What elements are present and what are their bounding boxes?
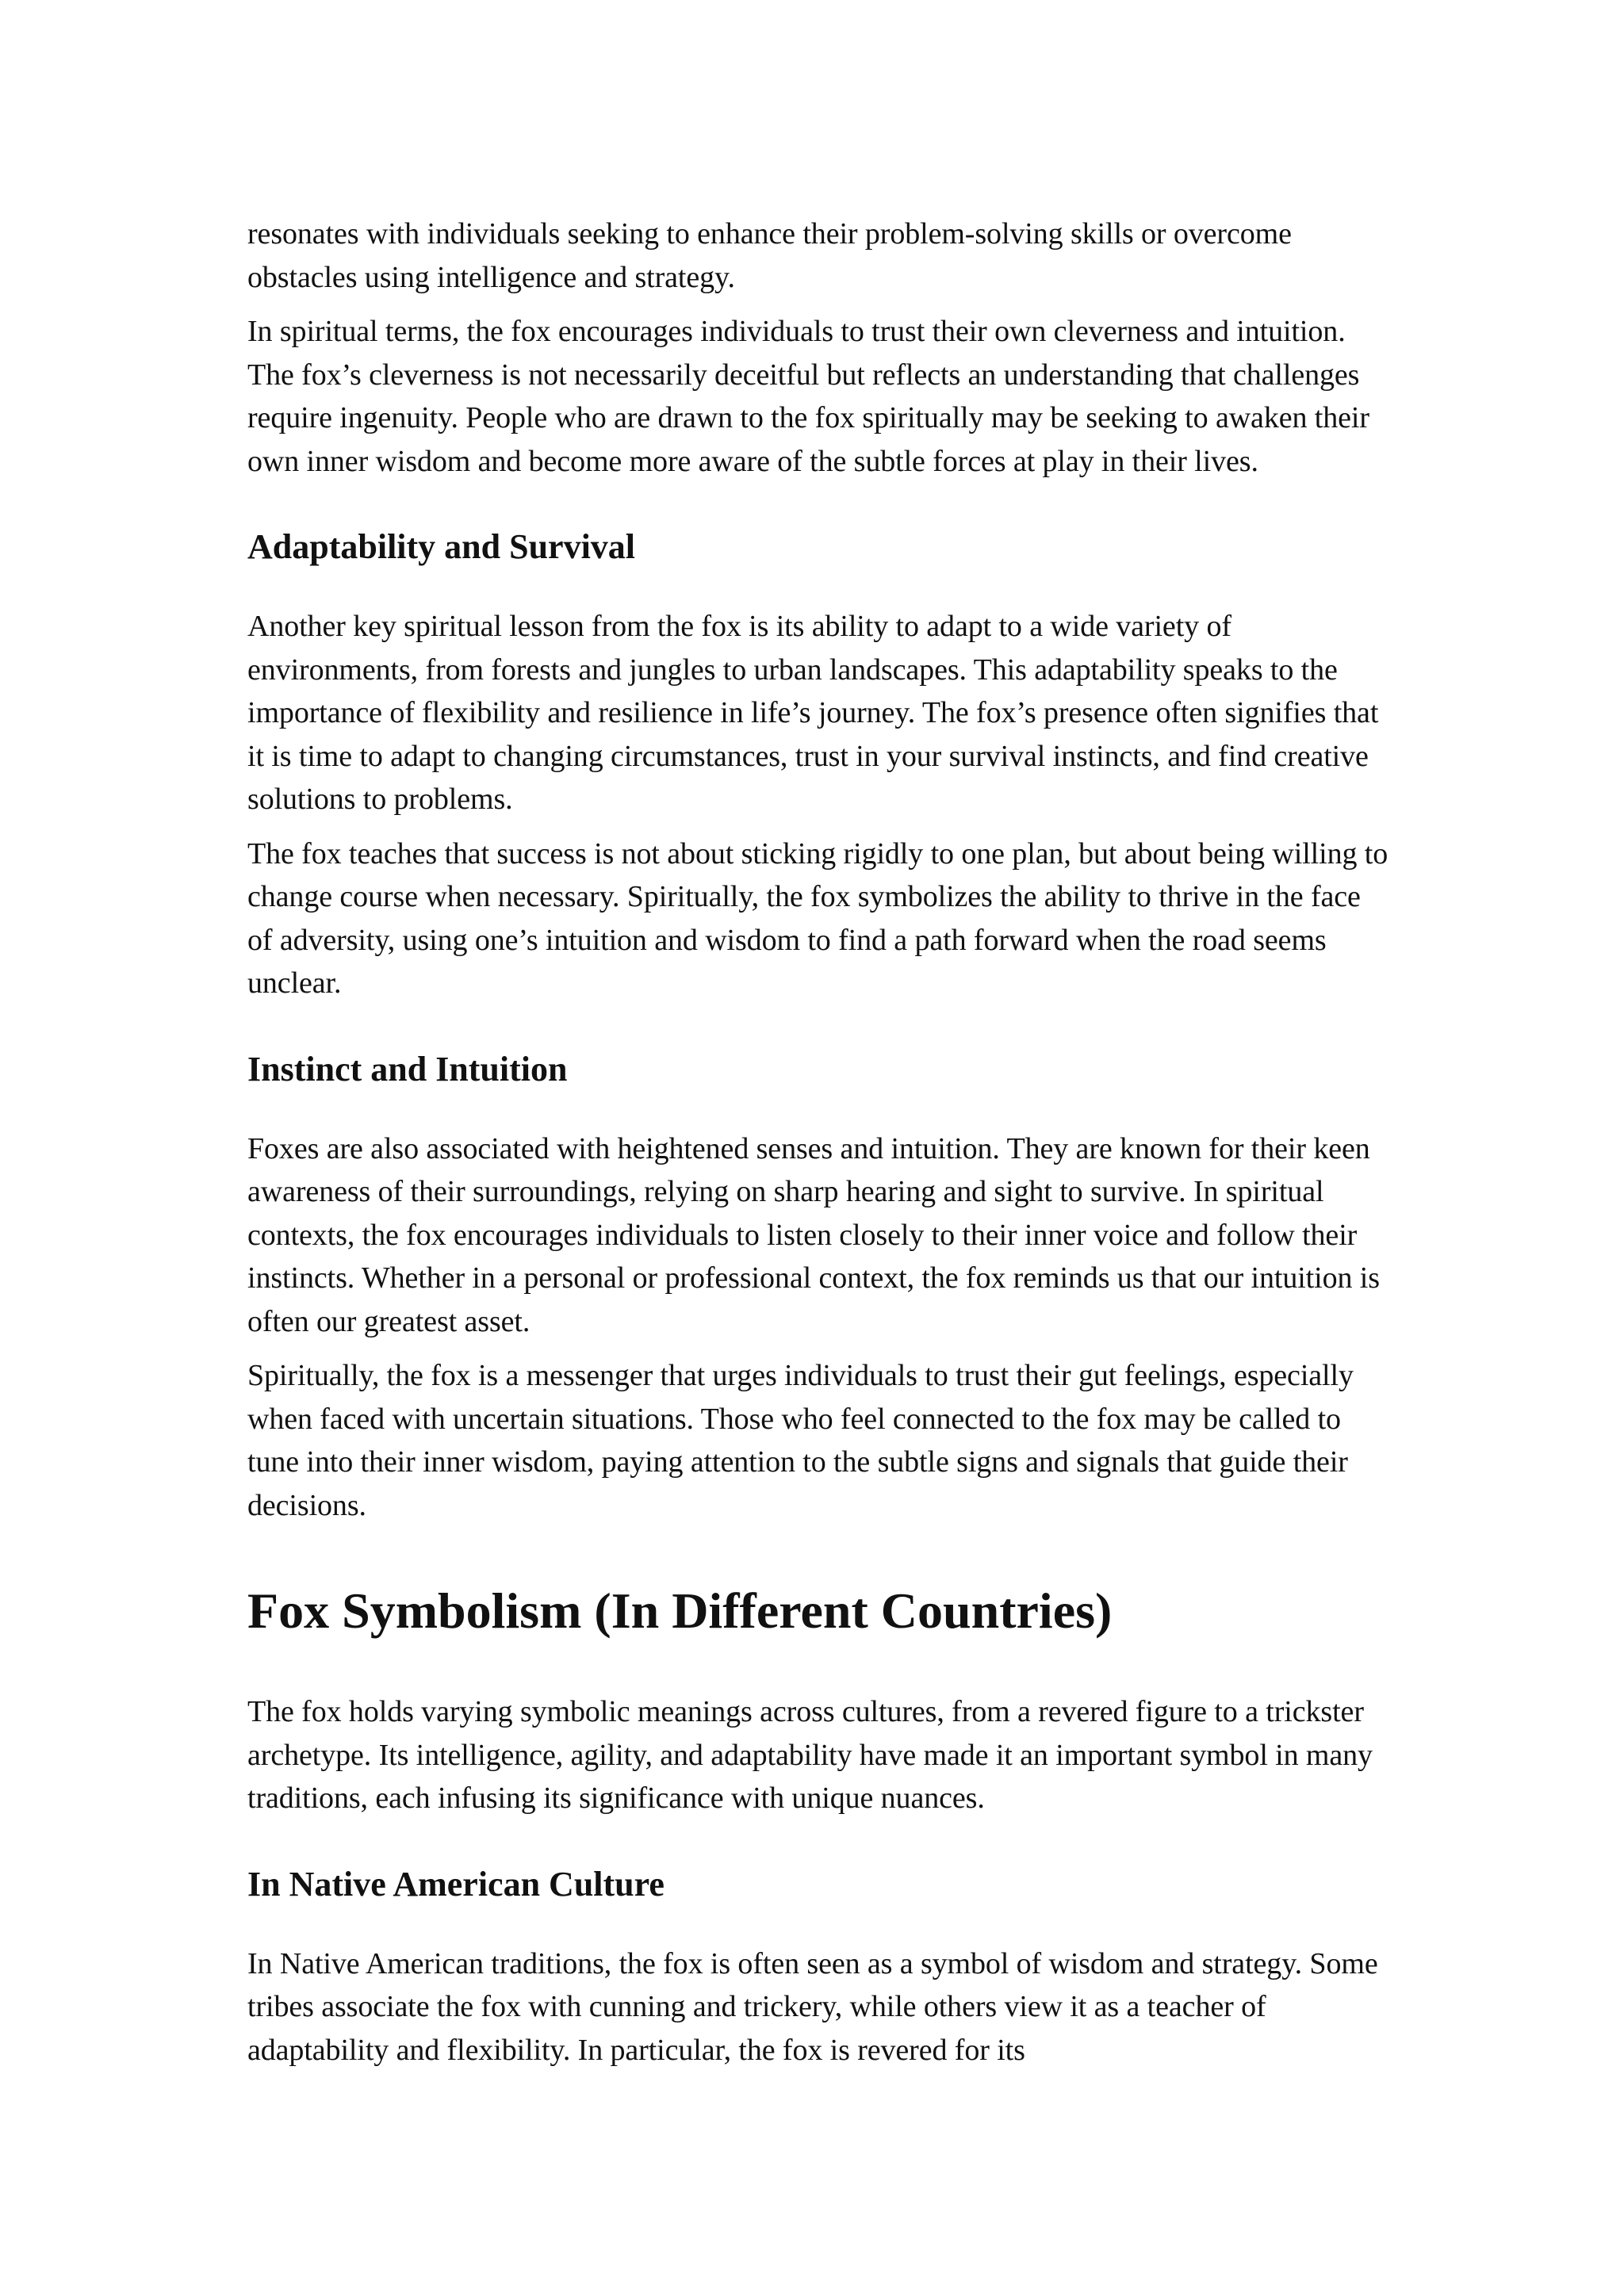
adaptability-paragraph-1: Another key spiritual lesson from the fox is its ability to adapt to a wide variety of environments, from forests and jungles to urban landscapes. This adaptability speaks to the importance of flexibility and resilience in life’s journey. The fox’s presence often signifies that it is time to adapt to changing circumstances, trust in your survival instincts, and find creative solutions to problems. xyxy=(247,610,1379,816)
intro-paragraph-2: In spiritual terms, the fox encourages individuals to trust their own cleverness and intuition. The fox’s cleverness is not necessarily deceitful but reflects an understanding that challenges require ingenuity. People who are drawn to the fox spiritually may be seeking to awaken their own inner wisdom and become more aware of the subtle forces at play in their lives. xyxy=(247,315,1369,478)
native-american-paragraph-1: In Native American traditions, the fox is often seen as a symbol of wisdom and strategy. Some tribes associate the fox with cunning and trickery, while others view it as a teacher of adaptability and flexibility. In particular, the fox is revered for its xyxy=(247,1946,1378,2067)
instinct-paragraph-2: Spiritually, the fox is a messenger that urges individuals to trust their gut feelings, especially when faced with uncertain situations. Those who feel connected to the fox may be called to tune into their inner wisdom, paying attention to the subtle signs and signals that guide their decisions. xyxy=(247,1359,1354,1522)
heading-native-american-culture: In Native American Culture xyxy=(247,1864,665,1904)
heading-instinct-intuition: Instinct and Intuition xyxy=(247,1049,568,1089)
document-page xyxy=(247,212,1389,2072)
heading-adaptability-survival: Adaptability and Survival xyxy=(247,527,636,566)
countries-paragraph-1: The fox holds varying symbolic meanings across cultures, from a revered figure to a trickster archetype. Its intelligence, agility, and adaptability have made it an important symbol in many traditions, each infusing its significance with unique nuances. xyxy=(247,1695,1373,1815)
intro-paragraph-1: resonates with individuals seeking to enhance their problem-solving skills or overcome obstacles using intelligence and strategy. xyxy=(247,217,1292,294)
instinct-paragraph-1: Foxes are also associated with heightened senses and intuition. They are known for their keen awareness of their surroundings, relying on sharp hearing and sight to survive. In spiritual contexts, the fox encourages individuals to listen closely to their inner voice and follow their instincts. Whether in a personal or professional context, the fox reminds us that our intuition is often our greatest asset. xyxy=(247,1131,1380,1338)
adaptability-paragraph-2: The fox teaches that success is not about sticking rigidly to one plan, but about being willing to change course when necessary. Spiritually, the fox symbolizes the ability to thrive in the face of adversity, using one’s intuition and wisdom to find a path forward when the road seems unclear. xyxy=(247,836,1388,1000)
heading-fox-symbolism-countries: Fox Symbolism (In Different Countries) xyxy=(247,1582,1113,1639)
